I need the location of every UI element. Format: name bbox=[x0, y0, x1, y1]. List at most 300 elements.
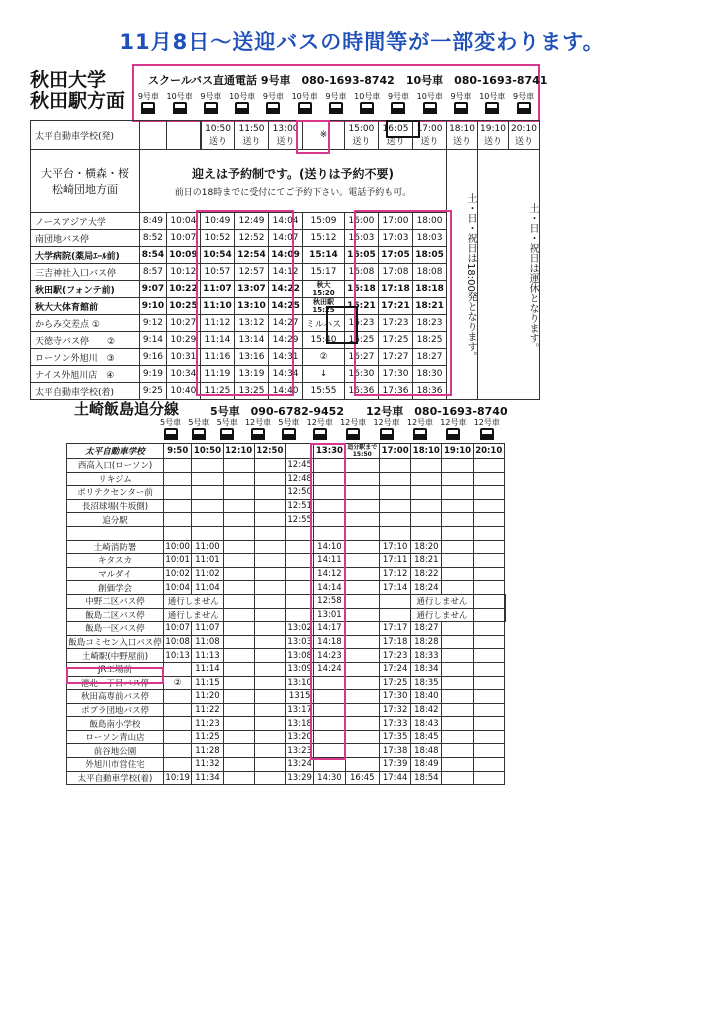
table-cell bbox=[223, 744, 254, 758]
table-cell bbox=[192, 513, 223, 527]
section2-title: 土崎飯島追分線 bbox=[74, 400, 180, 418]
table-cell: 10:08 bbox=[165, 637, 190, 648]
table-cell bbox=[314, 703, 345, 717]
notice-sub: 前日の18時までに受付にてご予約下さい。電話予約も可。 bbox=[174, 187, 412, 198]
table-cell: 11:32 bbox=[192, 758, 223, 772]
table-cell: 16:00 bbox=[344, 213, 378, 230]
table-cell bbox=[442, 513, 473, 527]
bus-icon bbox=[251, 428, 265, 440]
table-cell bbox=[345, 730, 379, 744]
stop-name: 外旭川市営住宅 bbox=[67, 758, 164, 772]
table-cell: 15:09 bbox=[303, 213, 345, 230]
table-cell: 10:00 bbox=[165, 541, 190, 552]
table-cell bbox=[473, 472, 504, 486]
table-cell: 12:50 bbox=[287, 487, 312, 498]
table-cell: 18:27 bbox=[413, 349, 447, 366]
section1-title bbox=[30, 70, 125, 112]
table-row bbox=[67, 594, 506, 608]
table-cell: 19:10 bbox=[442, 444, 473, 459]
table-cell: 18:28 bbox=[411, 635, 442, 649]
table-cell bbox=[345, 635, 379, 649]
row-label: 太平自動車学校(発) bbox=[31, 121, 140, 150]
table-cell: 10:50 bbox=[192, 444, 223, 459]
table-cell bbox=[164, 486, 192, 500]
table-row bbox=[67, 526, 506, 540]
table-cell: 11:07 bbox=[200, 281, 234, 298]
table-cell: 8:54 bbox=[140, 247, 167, 264]
bus-label: 12号車 bbox=[440, 418, 467, 427]
table-cell: ② bbox=[303, 349, 345, 366]
table-cell bbox=[192, 472, 223, 486]
table-cell bbox=[442, 540, 473, 554]
bus-label: 12号車 bbox=[373, 418, 400, 427]
table-cell: 18:03 bbox=[413, 230, 447, 247]
table-cell: 12:10 bbox=[223, 444, 254, 459]
bus-icon bbox=[413, 428, 427, 440]
bus-label: 10号車 bbox=[354, 92, 381, 101]
s2-bus-0 bbox=[160, 418, 181, 440]
table-cell: 13:20 bbox=[287, 732, 312, 743]
bus-label: 10号車 bbox=[479, 92, 506, 101]
table-cell bbox=[473, 608, 504, 622]
stop-name: ローソン外旭川 ③ bbox=[31, 349, 140, 366]
table-cell bbox=[442, 567, 473, 581]
bus-icon bbox=[380, 428, 394, 440]
table-cell bbox=[314, 513, 345, 527]
table-cell: 13:01 bbox=[314, 608, 345, 622]
table-cell bbox=[504, 608, 505, 622]
table-cell: 9:14 bbox=[140, 332, 167, 349]
table-cell: 11:15 bbox=[192, 676, 223, 690]
table-cell bbox=[473, 581, 504, 595]
table-cell bbox=[314, 676, 345, 690]
table-cell: 14:11 bbox=[314, 554, 345, 568]
table-cell bbox=[254, 662, 285, 676]
table-row bbox=[67, 581, 506, 595]
table-cell bbox=[345, 703, 379, 717]
table-cell: 17:35 bbox=[380, 730, 411, 744]
table-cell bbox=[314, 730, 345, 744]
table-cell: 13:14 bbox=[234, 332, 268, 349]
bus-icon bbox=[173, 102, 187, 114]
table-cell bbox=[254, 526, 285, 540]
table-cell: 8:57 bbox=[140, 264, 167, 281]
bus-icon bbox=[454, 102, 468, 114]
table-cell: 11:23 bbox=[192, 717, 223, 731]
table-cell: 16:08 bbox=[344, 264, 378, 281]
table-cell: 15:40 bbox=[303, 332, 345, 349]
table-cell bbox=[380, 594, 411, 608]
stop-name: からみ交差点 ① bbox=[31, 315, 140, 332]
table-cell: 18:34 bbox=[411, 662, 442, 676]
table-row bbox=[67, 635, 506, 649]
table-cell bbox=[380, 526, 411, 540]
table-cell: 追分駅まで 15:50 bbox=[345, 444, 379, 459]
bus-icon bbox=[266, 102, 280, 114]
stop-name: 土崎消防署 bbox=[67, 540, 164, 554]
table-cell: 10:54 bbox=[200, 247, 234, 264]
table-cell: 18:23 bbox=[413, 315, 447, 332]
table-cell: 12:55 bbox=[287, 514, 312, 525]
table-cell bbox=[442, 744, 473, 758]
table-cell bbox=[442, 758, 473, 772]
table-cell: 18:30 bbox=[413, 366, 447, 383]
s2-bus-5 bbox=[307, 418, 333, 440]
table-cell bbox=[223, 676, 254, 690]
table-cell bbox=[314, 499, 345, 513]
table-cell: 11:08 bbox=[192, 635, 223, 649]
s1-bus-5 bbox=[292, 92, 318, 114]
table-cell: 14:17 bbox=[314, 622, 345, 636]
bus-icon bbox=[164, 428, 178, 440]
table-cell: 9:10 bbox=[140, 298, 167, 315]
table-cell: 14:24 bbox=[314, 662, 345, 676]
stop-name: ポリテクセンター前 bbox=[67, 486, 164, 500]
table-cell: 17:25 bbox=[380, 676, 411, 690]
table-cell bbox=[442, 499, 473, 513]
table-cell: 16:27 bbox=[344, 349, 378, 366]
table-cell bbox=[254, 758, 285, 772]
table-cell bbox=[254, 499, 285, 513]
table-cell bbox=[254, 703, 285, 717]
table-cell bbox=[223, 635, 254, 649]
table-cell bbox=[345, 622, 379, 636]
table-cell bbox=[442, 459, 473, 473]
table-cell: 10:02 bbox=[165, 569, 190, 580]
s1-bus-2 bbox=[200, 92, 221, 114]
notice-main: 迎えは予約制です。(送りは予約不要) bbox=[192, 166, 395, 181]
table-cell bbox=[285, 567, 313, 581]
bus-icon bbox=[360, 102, 374, 114]
table-cell: 10:01 bbox=[165, 555, 190, 566]
table-cell bbox=[442, 690, 473, 704]
table-cell: 15:12 bbox=[303, 230, 345, 247]
bus-icon bbox=[235, 102, 249, 114]
table-cell bbox=[345, 486, 379, 500]
bus-icon bbox=[282, 428, 296, 440]
section1-title-line1: 秋田大学 bbox=[30, 69, 107, 91]
table-cell: 10:04 bbox=[165, 582, 190, 593]
area-label: 大平台・横森・桜 松崎団地方面 bbox=[31, 150, 140, 213]
table-cell bbox=[473, 486, 504, 500]
s2-bus-6 bbox=[340, 418, 366, 440]
table-cell: 13:19 bbox=[234, 366, 268, 383]
table-cell bbox=[442, 717, 473, 731]
table-cell: 通行しません bbox=[411, 594, 473, 608]
table-cell bbox=[254, 594, 285, 608]
table-cell: 17:25 bbox=[378, 332, 412, 349]
table-cell: 9:16 bbox=[140, 349, 167, 366]
table-cell: 14:09 bbox=[269, 247, 303, 264]
table-cell: 14:27 bbox=[269, 315, 303, 332]
table-cell: 14:18 bbox=[314, 635, 345, 649]
table-cell: 15:00 送り bbox=[344, 121, 378, 150]
table-cell bbox=[345, 459, 379, 473]
s1-bus-12 bbox=[513, 92, 534, 114]
table-cell bbox=[223, 472, 254, 486]
bus-icon bbox=[391, 102, 405, 114]
table-cell: 17:38 bbox=[380, 744, 411, 758]
table-cell: 11:14 bbox=[192, 662, 223, 676]
s2-bus-2 bbox=[217, 418, 238, 440]
table-cell: 11:16 bbox=[200, 349, 234, 366]
table-cell bbox=[254, 676, 285, 690]
table-cell: 10:34 bbox=[166, 366, 200, 383]
table-cell bbox=[314, 758, 345, 772]
table-row bbox=[67, 662, 506, 676]
stop-name: 太平自動車学校(着) bbox=[67, 771, 164, 785]
stop-name: 飯島南小学校 bbox=[67, 717, 164, 731]
table-row bbox=[67, 717, 506, 731]
table-cell: 17:36 bbox=[378, 383, 412, 400]
table-cell: 17:12 bbox=[380, 567, 411, 581]
table-cell bbox=[442, 635, 473, 649]
bus-label: 5号車 bbox=[278, 418, 300, 427]
stop-name: ナイス外旭川店 ④ bbox=[31, 366, 140, 383]
table-cell: 16:05 bbox=[344, 247, 378, 264]
table-cell bbox=[285, 581, 313, 595]
table-cell bbox=[473, 554, 504, 568]
table-cell: 17:03 bbox=[378, 230, 412, 247]
table-cell bbox=[164, 499, 192, 513]
table-cell bbox=[473, 635, 504, 649]
section1-bus-row bbox=[134, 92, 538, 114]
table-cell bbox=[314, 526, 345, 540]
stop-name: 太平自動車学校(着) bbox=[31, 383, 140, 400]
table-cell bbox=[473, 649, 504, 663]
table-cell: 13:03 bbox=[287, 637, 312, 648]
stop-name: 創価学会 bbox=[67, 581, 164, 595]
bus-label: 5号車 bbox=[160, 418, 182, 427]
bus-icon bbox=[446, 428, 460, 440]
table-cell: 8:49 bbox=[140, 213, 167, 230]
table-cell: 18:35 bbox=[411, 676, 442, 690]
table-row bbox=[67, 649, 506, 663]
bus-icon bbox=[141, 102, 155, 114]
table-cell: 17:23 bbox=[380, 649, 411, 663]
table-cell: 12:49 bbox=[234, 213, 268, 230]
table-cell bbox=[223, 717, 254, 731]
stop-name: 中野二区バス停 bbox=[67, 594, 164, 608]
s2-bus-7 bbox=[373, 418, 399, 440]
table-cell bbox=[411, 472, 442, 486]
table-cell: 11:25 bbox=[200, 383, 234, 400]
stop-name: 飯島二区バス停 bbox=[67, 608, 164, 622]
bus-label: 9号車 bbox=[387, 92, 410, 101]
table-cell: 11:34 bbox=[192, 771, 223, 785]
table-cell: 14:31 bbox=[269, 349, 303, 366]
table-cell: 18:48 bbox=[411, 744, 442, 758]
table-cell bbox=[442, 554, 473, 568]
table-cell: 13:24 bbox=[287, 759, 312, 770]
table-cell bbox=[254, 730, 285, 744]
table-cell: 10:52 bbox=[200, 230, 234, 247]
table-row bbox=[67, 567, 506, 581]
s2-bus-4 bbox=[278, 418, 299, 440]
table-cell bbox=[192, 499, 223, 513]
table-cell: 1315 bbox=[285, 690, 313, 704]
table-cell: 18:22 bbox=[411, 567, 442, 581]
table-cell: 12:51 bbox=[287, 501, 312, 512]
table-cell bbox=[223, 594, 254, 608]
table-cell: ↓ bbox=[303, 366, 345, 383]
table-cell bbox=[345, 758, 379, 772]
table-cell bbox=[473, 717, 504, 731]
table-cell bbox=[504, 594, 505, 608]
table-cell bbox=[345, 513, 379, 527]
table-cell: 18:18 bbox=[413, 281, 447, 298]
table-cell bbox=[254, 554, 285, 568]
table-row bbox=[67, 622, 506, 636]
table-cell: 13:29 bbox=[287, 772, 312, 783]
table-cell: 14:29 bbox=[269, 332, 303, 349]
table-cell bbox=[442, 703, 473, 717]
table-cell: ② bbox=[164, 676, 192, 690]
table-cell bbox=[223, 690, 254, 704]
s1-bus-9 bbox=[417, 92, 443, 114]
table-cell: 11:14 bbox=[200, 332, 234, 349]
table-cell: 11:22 bbox=[192, 703, 223, 717]
table-cell bbox=[411, 499, 442, 513]
stop-name: 秋田駅(フォンテ前) bbox=[31, 281, 140, 298]
s1-bus-6 bbox=[325, 92, 346, 114]
table-cell bbox=[345, 526, 379, 540]
table-cell bbox=[223, 771, 254, 785]
s2-bus-8 bbox=[407, 418, 433, 440]
stop-name: リキジム bbox=[67, 472, 164, 486]
table-cell bbox=[473, 703, 504, 717]
table-cell: 17:27 bbox=[378, 349, 412, 366]
table-cell bbox=[380, 486, 411, 500]
table-cell: 9:07 bbox=[140, 281, 167, 298]
row-label: 太平自動車学校 bbox=[67, 444, 164, 459]
table-cell bbox=[473, 622, 504, 636]
table-row bbox=[67, 554, 506, 568]
table-cell: 15:17 bbox=[303, 264, 345, 281]
bus-icon bbox=[313, 428, 327, 440]
table-cell bbox=[314, 717, 345, 731]
table-cell: 13:10 bbox=[234, 298, 268, 315]
table-cell bbox=[254, 567, 285, 581]
table-cell bbox=[254, 459, 285, 473]
table-cell: 19:10 送り bbox=[478, 121, 509, 150]
s1-bus-0 bbox=[138, 92, 159, 114]
section1-contact-box bbox=[132, 64, 548, 122]
table-cell bbox=[380, 459, 411, 473]
table-cell bbox=[314, 486, 345, 500]
table-cell: 18:08 bbox=[413, 264, 447, 281]
table-cell: 8:52 bbox=[140, 230, 167, 247]
table-cell: 13:17 bbox=[287, 704, 312, 715]
stop-name: マルダイ bbox=[67, 567, 164, 581]
table-cell bbox=[345, 472, 379, 486]
table-cell: 18:10 bbox=[411, 444, 442, 459]
table-cell: 10:19 bbox=[165, 772, 190, 783]
table-cell: 11:10 bbox=[200, 298, 234, 315]
bus-label: 9号車 bbox=[450, 92, 472, 101]
table-cell: 12:57 bbox=[234, 264, 268, 281]
table-cell: 14:23 bbox=[314, 649, 345, 663]
bus-label: 12号車 bbox=[306, 418, 333, 427]
table-cell: 11:28 bbox=[192, 744, 223, 758]
table-row bbox=[67, 676, 506, 690]
table-cell: 11:07 bbox=[192, 622, 223, 636]
notice-banner: 11月8日～送迎バスの時間等が一部変わります。 bbox=[119, 30, 605, 54]
table-cell: 16:23 bbox=[344, 315, 378, 332]
table-cell: 12:45 bbox=[287, 460, 312, 471]
table-cell bbox=[345, 567, 379, 581]
table-row bbox=[67, 771, 506, 785]
table-cell: 17:33 bbox=[380, 717, 411, 731]
table-cell: 11:04 bbox=[192, 581, 223, 595]
table-cell: 18:27 bbox=[411, 622, 442, 636]
bus-label: 10号車 bbox=[166, 92, 193, 101]
table-cell bbox=[314, 459, 345, 473]
bus-icon bbox=[480, 428, 494, 440]
table-cell: 16:18 bbox=[344, 281, 378, 298]
bus-label: 5号車 bbox=[216, 418, 238, 427]
table-cell bbox=[285, 594, 313, 608]
stop-name: キタスカ bbox=[67, 554, 164, 568]
s1-bus-11 bbox=[479, 92, 505, 114]
table-cell: 12:50 bbox=[254, 444, 285, 459]
table-cell: 10:27 bbox=[166, 315, 200, 332]
bus-icon bbox=[423, 102, 437, 114]
table-cell: 16:03 bbox=[344, 230, 378, 247]
table-cell: 16:36 bbox=[344, 383, 378, 400]
bus-label: 9号車 bbox=[200, 92, 222, 101]
table-cell: 16:45 bbox=[345, 771, 379, 785]
table-cell bbox=[223, 730, 254, 744]
table-cell: 17:21 bbox=[378, 298, 412, 315]
table-cell bbox=[380, 472, 411, 486]
table-cell: 11:12 bbox=[200, 315, 234, 332]
table-cell: 18:25 bbox=[413, 332, 447, 349]
weekend-note: 土・日・祝日は運休となります。 bbox=[478, 150, 540, 400]
table-cell bbox=[164, 744, 192, 758]
table-cell bbox=[345, 581, 379, 595]
section2-contact: 5号車 090-6782-9452 12号車 080-1693-8740 bbox=[210, 405, 508, 418]
table-cell: 10:40 bbox=[166, 383, 200, 400]
table-cell bbox=[192, 486, 223, 500]
table-cell bbox=[254, 472, 285, 486]
table-cell bbox=[442, 526, 473, 540]
table-cell: 18:21 bbox=[411, 554, 442, 568]
bus-label: 12号車 bbox=[244, 418, 272, 427]
table-cell: 18:45 bbox=[411, 730, 442, 744]
table-cell bbox=[411, 486, 442, 500]
table-cell: 13:07 bbox=[234, 281, 268, 298]
table-cell: 18:42 bbox=[411, 703, 442, 717]
table-cell: ミルハス bbox=[303, 315, 345, 332]
table-cell bbox=[164, 703, 192, 717]
table-row bbox=[67, 608, 506, 622]
table-cell: 18:33 bbox=[411, 649, 442, 663]
table-cell: 13:12 bbox=[234, 315, 268, 332]
stop-name: 三吉神社入口バス停 bbox=[31, 264, 140, 281]
table-cell bbox=[164, 472, 192, 486]
table-cell: 18:21 bbox=[413, 298, 447, 315]
table-cell: 11:02 bbox=[192, 567, 223, 581]
table-cell: 14:12 bbox=[269, 264, 303, 281]
table-cell bbox=[473, 771, 504, 785]
stop-name: 土崎駅(中野屋前) bbox=[67, 649, 164, 663]
bus-label: 9号車 bbox=[137, 92, 159, 101]
bus-label: 12号車 bbox=[406, 418, 434, 427]
table-cell: 9:12 bbox=[140, 315, 167, 332]
table-row bbox=[67, 486, 506, 500]
table-cell bbox=[285, 540, 313, 554]
